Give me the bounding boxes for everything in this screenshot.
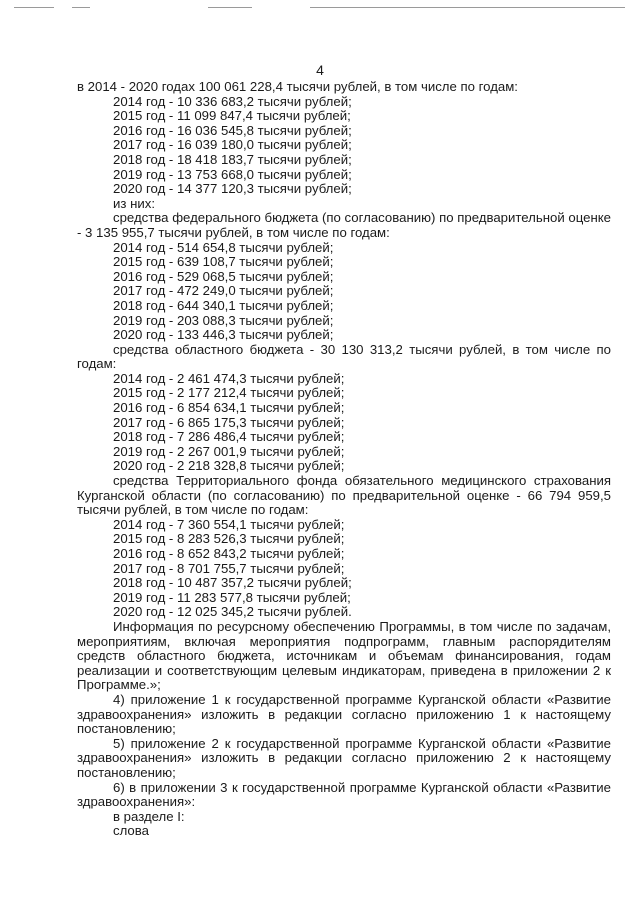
list-item: 2020 год - 133 446,3 тысячи рублей; (113, 327, 334, 343)
list-item: 2019 год - 11 283 577,8 тысячи рублей; (113, 589, 351, 605)
list-item: 2018 год - 644 340,1 тысячи рублей; (113, 297, 334, 313)
item-6-paragraph: 6) в приложении 3 к государственной программе Курганской области «Развитие здравоохранения»: (77, 779, 611, 810)
scan-artifact-line (14, 7, 54, 8)
list-item: 2015 год - 2 177 212,4 тысячи рублей; (113, 385, 345, 401)
list-item: 2015 год - 8 283 526,3 тысячи рублей; (113, 531, 345, 547)
scan-artifact-line (72, 7, 90, 8)
section-line: в разделе I: (113, 808, 185, 824)
list-item: 2014 год - 10 336 683,2 тысячи рублей; (113, 93, 352, 109)
list-item: 2017 год - 8 701 755,7 тысячи рублей; (113, 560, 345, 576)
list-item: 2016 год - 529 068,5 тысячи рублей; (113, 268, 334, 284)
list-item: 2019 год - 13 753 668,0 тысячи рублей; (113, 166, 352, 182)
insurance-fund-paragraph: средства Территориального фонда обязательного медицинского страхования Курганской области (по согласованию) по предварительной оценке - 66 794 959,5 тысячи рублей, в том числе по годам: (77, 473, 611, 518)
document-body (77, 80, 611, 839)
words-line: слова (113, 823, 149, 839)
scan-artifact-line (208, 7, 252, 8)
list-item: 2015 год - 639 108,7 тысячи рублей; (113, 254, 334, 270)
page-number: 4 (316, 62, 324, 78)
list-item: 2018 год - 10 487 357,2 тысячи рублей; (113, 575, 352, 591)
list-item: 2019 год - 2 267 001,9 тысячи рублей; (113, 443, 345, 459)
list-item: 2015 год - 11 099 847,4 тысячи рублей; (113, 108, 351, 124)
list-item: 2016 год - 6 854 634,1 тысячи рублей; (113, 400, 345, 416)
item-5-paragraph: 5) приложение 2 к государственной программе Курганской области «Развитие здравоохранения» изложить в редакции согласно приложению 2 к настоящему постановлению; (77, 735, 611, 780)
list-item: 2016 год - 16 036 545,8 тысячи рублей; (113, 122, 352, 138)
intro-line: в 2014 - 2020 годах 100 061 228,4 тысячи рублей, в том числе по годам: (77, 79, 518, 94)
list-item: 2020 год - 12 025 345,2 тысячи рублей. (113, 604, 352, 620)
regional-budget-paragraph: средства областного бюджета - 30 130 313,2 тысячи рублей, в том числе по годам: (77, 341, 611, 372)
list-item: 2014 год - 514 654,8 тысячи рублей; (113, 239, 334, 255)
fund-by-year-list (77, 518, 611, 620)
iz-nih-line: из них: (113, 195, 155, 211)
list-item: 2018 год - 18 418 183,7 тысячи рублей; (113, 151, 352, 167)
resource-info-paragraph: Информация по ресурсному обеспечению Программы, в том числе по задачам, мероприятиям, включая мероприятия подпрограмм, главным распорядителям средств областного бюджета, источникам и объемам финансирования, годам реализации и соответствующим целевым индикаторам, приведена в приложении 2 к Программе.»; (77, 618, 611, 693)
list-item: 2019 год - 203 088,3 тысячи рублей; (113, 312, 334, 328)
list-item: 2017 год - 6 865 175,3 тысячи рублей; (113, 414, 345, 430)
regional-by-year-list (77, 372, 611, 474)
list-item: 2020 год - 14 377 120,3 тысячи рублей; (113, 181, 352, 197)
list-item: 2014 год - 2 461 474,3 тысячи рублей; (113, 370, 345, 386)
federal-budget-paragraph: средства федерального бюджета (по согласованию) по предварительной оценке - 3 135 955,7 тысячи рублей, в том числе по годам: (77, 210, 611, 240)
scan-artifact-line (310, 7, 625, 8)
list-item: 2016 год - 8 652 843,2 тысячи рублей; (113, 546, 345, 561)
list-item: 2014 год - 7 360 554,1 тысячи рублей; (113, 516, 345, 532)
list-item: 2017 год - 16 039 180,0 тысячи рублей; (113, 137, 352, 153)
list-item: 2018 год - 7 286 486,4 тысячи рублей; (113, 429, 345, 445)
item-4-paragraph: 4) приложение 1 к государственной программе Курганской области «Развитие здравоохранения» изложить в редакции согласно приложению 1 к настоящему постановлению; (77, 691, 611, 737)
list-item: 2017 год - 472 249,0 тысячи рублей; (113, 283, 334, 299)
federal-by-year-list (77, 241, 611, 343)
list-item: 2020 год - 2 218 328,8 тысячи рублей; (113, 458, 345, 474)
total-by-year-list (77, 95, 611, 197)
